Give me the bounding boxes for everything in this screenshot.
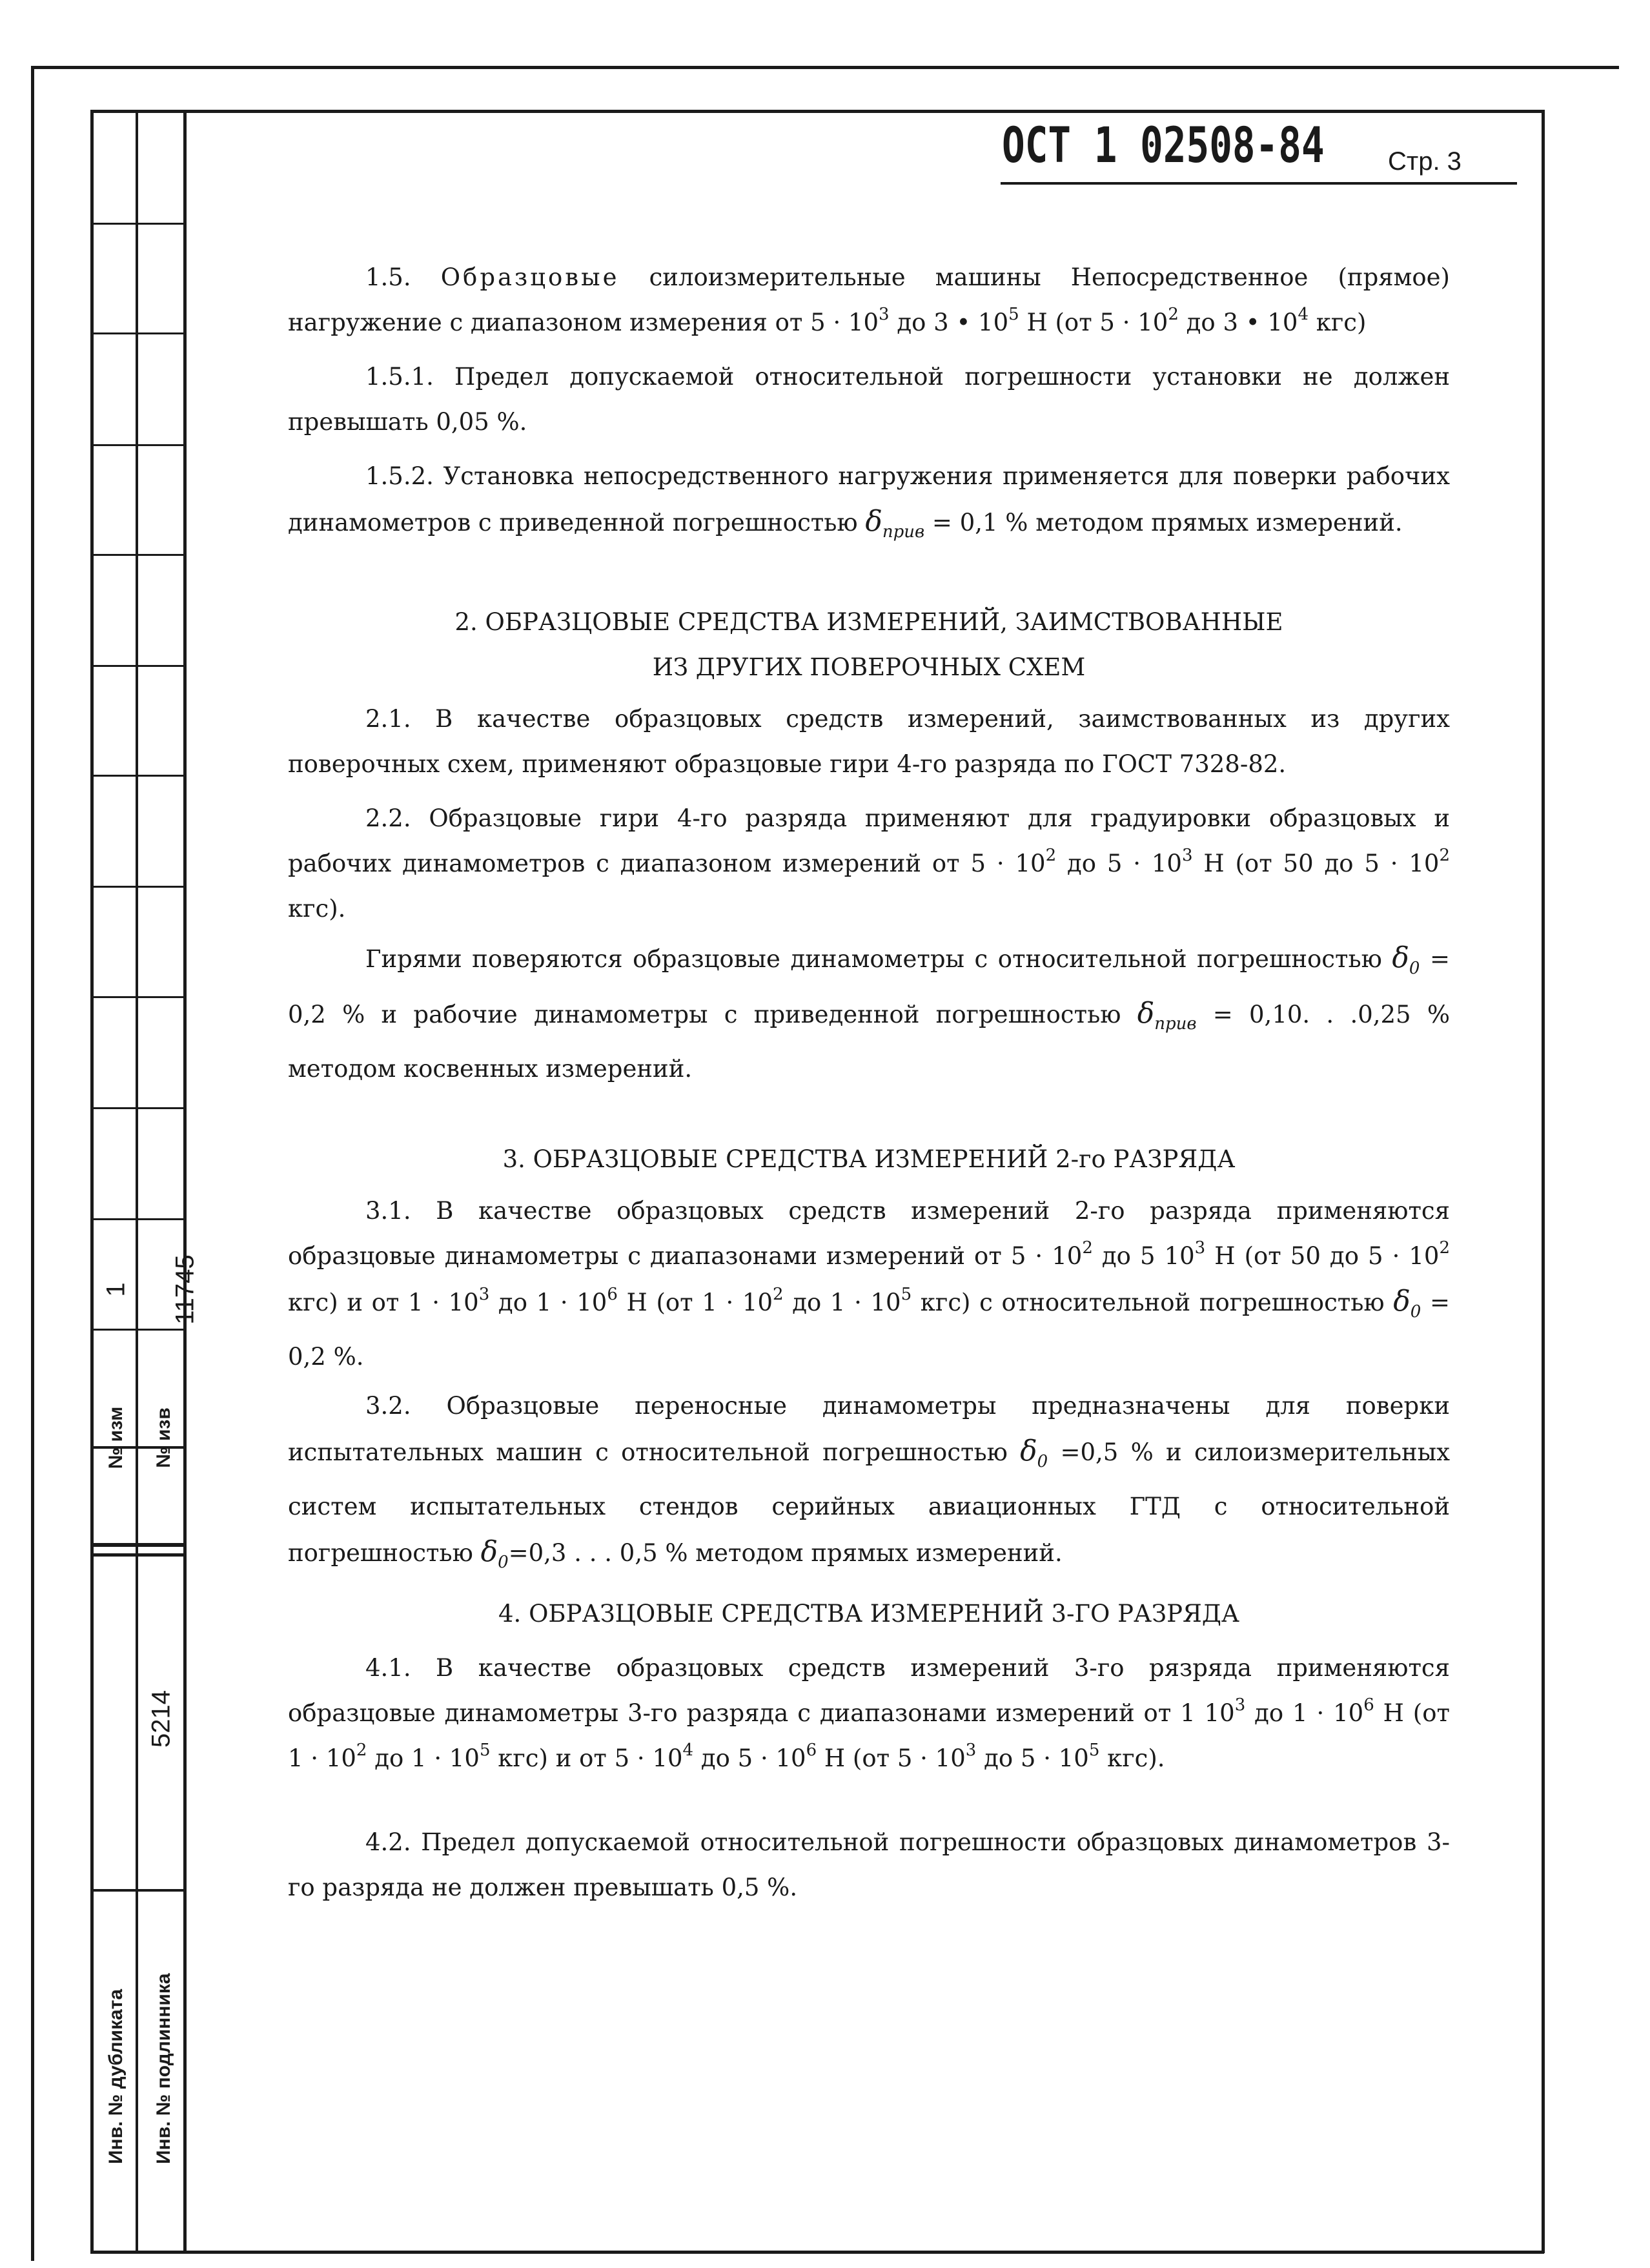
orig-inv-label: Инв. № подлинника [153,1973,174,2164]
cell-line [90,1218,186,1220]
frame-top [90,110,1544,113]
cell-line [90,554,186,556]
paragraph-1-5-1: 1.5.1. Предел допускаемой относительной погрешности установки не должен превышать 0,05 %. [288,363,1450,436]
cell-line [90,775,186,777]
cell-line [90,1889,186,1892]
document-body [288,255,1450,1910]
page-number: Стр. 3 [1388,147,1462,176]
dup-inv-label: Инв. № дубликата [105,1988,127,2164]
cell-line [90,886,186,888]
cell-line [90,332,186,334]
orig-inv-value: 5214 [147,1690,176,1748]
header-underline [1001,182,1517,185]
paragraph-3-1: 3.1. В качестве образцовых средств измерений 2-го разряда применяются образцовые динамометры с диапазонами измерений от $5 \cdot 10^2$ до 5 $10^3$ Н (от 50 до $5 \cdot 10^2$ кгс) и от $1 \cdot 10^3$ до $1 \cdot 10^6$ Н (от $1 \cdot 10^2$ до $1 \cdot 10^5$ кгс) с относительной погрешностью $\delta_0 = 0,2$ %. [288,1197,1451,1371]
paragraph-3-2: 3.2. Образцовые переносные динамометры предназначены для поверки испытательных машин с относительной погрешностью $\delta_0 =0,5$ % и силоизмерительных систем испытательных стендов серийных авиационных ГТД с относительной погрешностью $\delta_0=0,3$ . . . 0,5 % методом прямых измерений. [288,1392,1450,1572]
frame-left-1 [90,110,94,2253]
frame-top-outer [31,66,1619,69]
frame-left-outer [31,66,34,2261]
cell-line-thick [90,1543,186,1547]
section-2-heading: 2. ОБРАЗЦОВЫЕ СРЕДСТВА ИЗМЕРЕНИЙ, ЗАИМСТВОВАННЫЕ ИЗ ДРУГИХ ПОВЕРОЧНЫХ СХЕМ [454,608,1283,681]
paragraph-4-1: 4.1. В качестве образцовых средств измерений 3-го рязряда применяются образцовые динамометры 3-го разряда с диапазонами измерений от 1 $10^3$ до $1 \cdot 10^6$ Н (от $1 \cdot 10^2$ до $1 \cdot 10^5$ кгс) и от $5 \cdot 10^4$ до $5 \cdot 10^6$ Н (от $5 \cdot 10^3$ до $5 \cdot 10^5$ кгс). [288,1654,1450,1772]
frame-bottom [90,2251,1544,2254]
frame-left-2 [136,110,138,2253]
izv-label: № изв [153,1407,174,1468]
paragraph-2-2-b: Гирями поверяются образцовые динамометры с относительной погрешностью $\delta_0 = 0,2$ % и рабочие динамометры с приведенной погрешностью $\delta_{прив} = 0,10$. . .0,25 % методом косвенных измерений. [288,941,1450,1083]
frame-right [1542,110,1545,2253]
cell-line-thick [90,1553,186,1557]
frame-left-3 [183,110,187,2253]
izv-value: 11745 [170,1254,199,1325]
paragraph-2-1: 2.1. В качестве образцовых средств измерений, заимствованных из других поверочных схем, применяют образцовые гири 4-го разряда по ГОСТ 7328-82. [288,705,1450,778]
paragraph-4-2: 4.2. Предел допускаемой относительной погрешности образцовых динамометров 3-го разряда не должен превышать 0,5 %. [288,1828,1450,1901]
cell-line [90,1107,186,1109]
cell-line [90,996,186,998]
cell-line [90,223,186,225]
izm-label: № изм [105,1406,127,1469]
cell-line [90,665,186,667]
section-4-heading: 4. ОБРАЗЦОВЫЕ СРЕДСТВА ИЗМЕРЕНИЙ 3-ГО РАЗРЯДА [498,1600,1239,1628]
paragraph-2-2: 2.2. Образцовые гири 4-го разряда применяют для градуировки образцовых и рабочих динамометров с диапазоном измерений от $5 \cdot 10^2$ до $5 \cdot 10^3$ Н (от 50 до $5 \cdot 10^2$ кгс). [288,804,1451,923]
paragraph-1-5-2: 1.5.2. Установка непосредственного нагружения применяется для поверки рабочих динамометров с приведенной погрешностью $\delta_{прив} = 0,1$ % методом прямых измерений. [288,462,1450,542]
section-3-heading: 3. ОБРАЗЦОВЫЕ СРЕДСТВА ИЗМЕРЕНИЙ 2-го РАЗРЯДА [502,1145,1236,1173]
paragraph-1-5: 1.5. Образцовые силоизмерительные машины Непосредственное (прямое) нагружение с диапазоном измерения от $5 \cdot 10^3$ до 3 • $10^5$ Н (от $5 \cdot 10^2$ до 3 • $10^4$ кгс) [288,263,1450,336]
document-code: ОСТ 1 02508-84 [1002,116,1325,174]
izm-value: 1 [101,1282,130,1297]
cell-line [90,444,186,446]
